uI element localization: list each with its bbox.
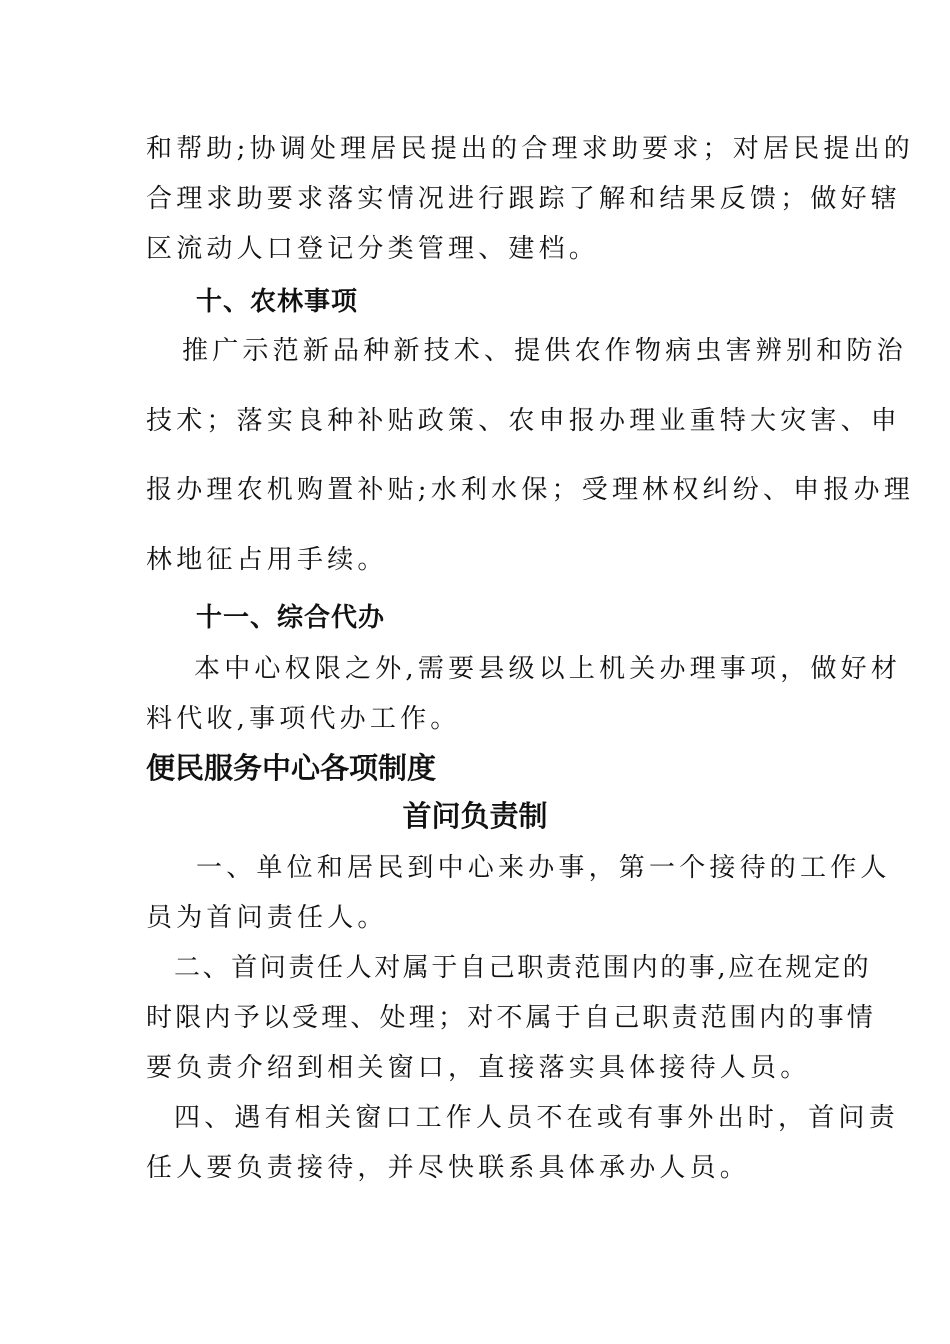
body-line: 技术；落实良种补贴政策、农申报办理业重特大灾害、申 [146, 406, 902, 436]
body-line: 四、遇有相关窗口工作人员不在或有事外出时，首问责 [174, 1103, 899, 1133]
body-line: 报办理农机购置补贴;水利水保；受理林权纠纷、申报办理 [146, 475, 914, 505]
body-line: 员为首问责任人。 [146, 903, 388, 933]
body-line: 区流动人口登记分类管理、建档。 [146, 234, 600, 264]
body-line: 时限内予以受理、处理；对不属于自己职责范围内的事情 [146, 1003, 877, 1033]
section-heading-agency: 十一、综合代办 [196, 603, 386, 633]
body-line: 要负责介绍到相关窗口，直接落实具体接待人员。 [146, 1053, 811, 1083]
body-line: 二、首问责任人对属于自己职责范围内的事,应在规定的 [174, 953, 872, 983]
body-line: 合理求助要求落实情况进行跟踪了解和结果反馈；做好辖 [146, 184, 902, 214]
body-line: 一、单位和居民到中心来办事，第一个接待的工作人 [196, 853, 891, 883]
rules-subtitle: 首问负责制 [402, 799, 548, 833]
body-line: 推广示范新品种新技术、提供农作物病虫害辨别和防治 [182, 336, 907, 366]
body-line: 任人要负责接待，并尽快联系具体承办人员。 [146, 1153, 751, 1183]
body-line: 和帮助;协调处理居民提出的合理求助要求；对居民提出的 [146, 134, 914, 164]
body-line: 料代收,事项代办工作。 [146, 704, 461, 734]
section-heading-agriculture: 十、农林事项 [196, 287, 359, 317]
rules-section-title: 便民服务中心各项制度 [146, 751, 437, 785]
body-line: 本中心权限之外,需要县级以上机关办理事项，做好材 [194, 654, 902, 684]
body-line: 林地征占用手续。 [146, 545, 388, 575]
